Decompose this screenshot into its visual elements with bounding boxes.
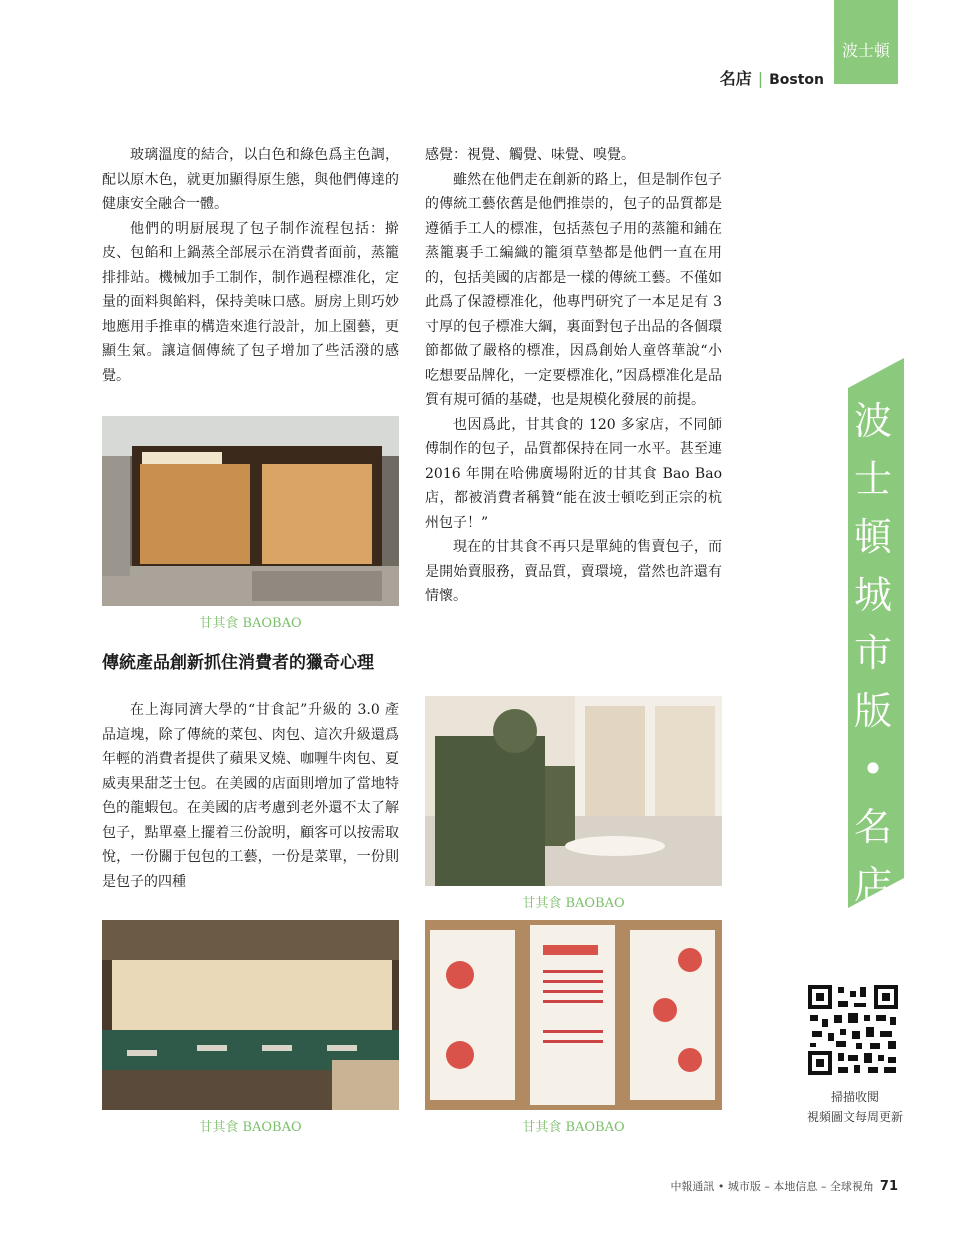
interior-photo [102,920,399,1110]
ribbon-char: • [861,747,885,791]
section-city: Boston [769,72,824,88]
ribbon-char: 市 [853,631,892,675]
qr-caption-line2: 視頻圖文每周更新 [806,1110,903,1124]
section-heading: 傳統產品創新抓住消費者的獵奇心理 [102,653,374,673]
qr-caption-line1: 掃描收閱 [830,1090,879,1104]
paragraph: 在上海同濟大學的“甘食記”升級的 3.0 產品這塊，除了傳統的菜包、肉包、這次升級還爲年輕的消費者提供了蘋果叉燒、咖喱牛肉包、夏威夷果甜芝士包。在美國的店面則增加了當地特色的龍蝦包。在美國的店考慮到老外還不太了解包子，點單臺上擺着三份說明，顧客可以按需取悅，一份關于包包的工藝，一份是菜單，一份則是包子的四種 [102,702,399,890]
paragraph: 也因爲此，甘其食的 120 多家店，不同師傅制作的包子，品質都保持在同一水平。甚至連 2016 年開在哈佛廣場附近的甘其食 Bao Bao 店，都被消費者稱贊“能在波士頓吃到正宗的杭州包子！” [425,416,722,531]
section-header [720,66,824,89]
city-tag [834,0,898,84]
header-divider: | [757,69,764,88]
ribbon-char: 頓 [853,515,892,559]
kitchen-chefs-photo [425,696,722,886]
page-number: 71 [879,1179,898,1194]
ribbon-char: 版 [853,689,892,733]
city-tag-label: 波士頓 [841,41,890,60]
ribbon-char: 士 [853,457,892,501]
storefront-photo [102,416,399,606]
page-footer [670,1178,898,1194]
paragraph: 現在的甘其食不再只是單純的售賣包子，而是開始賣服務，賣品質，賣環境，當然也許還有情懷。 [425,539,722,604]
ribbon-char: 波 [853,399,892,443]
article-column-2 [425,143,722,609]
footer-text: 中報通訊 • 城市版 – 本地信息 – 全球視角 [670,1180,874,1193]
ribbon-char: 城 [853,573,892,617]
photo-caption: 甘其食 BAOBAO [522,896,625,911]
ribbon-title [848,392,898,914]
photo-caption: 甘其食 BAOBAO [199,1120,302,1135]
paragraph: 他們的明厨展現了包子制作流程包括：擀皮、包餡和上鍋蒸全部展示在消費者面前，蒸籠排排站。機械加手工制作，制作過程標准化，定量的面料與餡料，保持美味口感。厨房上則巧妙地應用手推車的構造來進行設計，加上園藝，更顯生氣。讓這個傳統了包子增加了些活潑的感覺。 [102,220,399,384]
menus-photo [425,920,722,1110]
photo-caption: 甘其食 BAOBAO [522,1120,625,1135]
article-column-1 [102,143,399,388]
paragraph: 玻璃溫度的結合，以白色和綠色爲主色調，配以原木色，就更加顯得原生態，與他們傳達的健康安全融合一體。 [102,147,399,212]
section-title: 名店 [719,69,752,88]
article-column-3 [102,698,399,894]
qr-code-icon[interactable] [808,985,898,1075]
paragraph: 感覺：視覺、觸覺、味覺、嗅覺。 [425,147,635,163]
ribbon-char: 名 [853,805,892,849]
photo-caption: 甘其食 BAOBAO [199,616,302,631]
paragraph: 雖然在他們走在創新的路上，但是制作包子的傳統工藝依舊是他們推崇的，包子的品質都是遵循手工人的標准，包括蒸包子用的蒸籠和鋪在蒸籠裏手工編織的籠須草墊都是他們一直在用的，包括美國的店都是一樣的傳統工藝。不僅如此爲了保證標准化，他專門研究了一本足足有 3 寸厚的包子標准大綱，裏面對包子出品的各個環節都做了嚴格的標准，因爲創始人童啓華說“小吃想要品牌化，一定要標准化，”因爲標准化是品質有規可循的基礎，也是規模化發展的前提。 [425,171,722,408]
ribbon-char: 店 [853,863,892,907]
